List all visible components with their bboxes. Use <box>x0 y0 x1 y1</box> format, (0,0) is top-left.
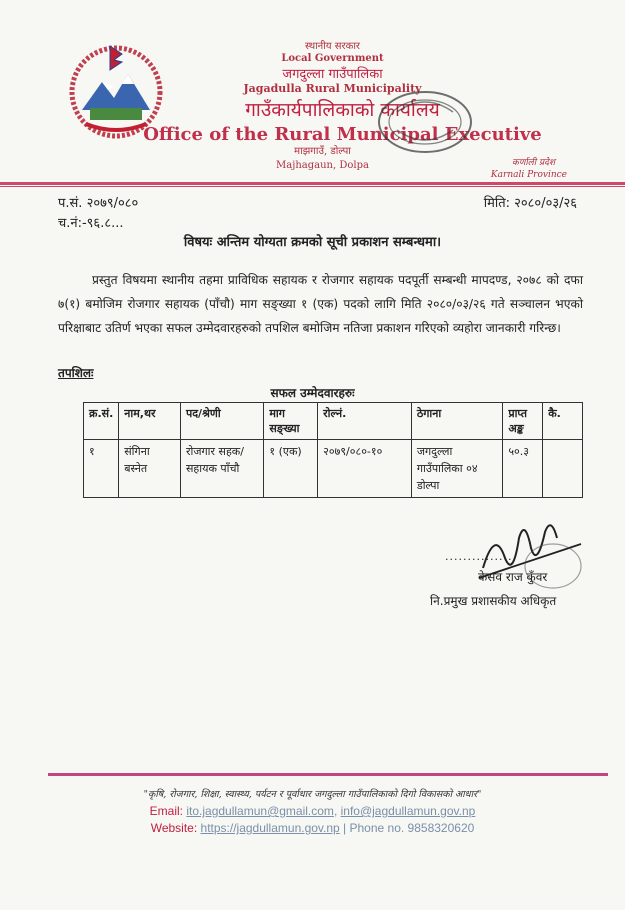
website-link[interactable]: https://jagdullamun.gov.np <box>200 821 340 835</box>
website-label: Website: <box>150 821 198 835</box>
cell-demand: १ (एक) <box>264 440 318 498</box>
header-divider <box>0 182 625 185</box>
office-title-np: गाउँकार्यपालिकाको कार्यालय <box>245 99 440 121</box>
letter-body: प्रस्तुत विषयमा स्थानीय तहमा प्राविधिक सहायक र रोजगार सहायक पदपूर्ती सम्बन्धी मापदण्ड, २०७८ को दफा ७(१) बमोजिम रोजगार सहायक (पाँचौ) माग सङ्ख्या १ (एक) पदको लागि मिति २०८०/०३/२६ गते सञ्चालन भएको परिक्षाबाट उतिर्ण भएका सफल उम्मेदवारहरुको तपशिल बमोजिम नतिजा प्रकाशन गरिएको व्यहोरा जानकारी गरिन्छ। <box>58 273 583 335</box>
col-roll: रोल्नं. <box>318 403 412 440</box>
dispatch-number: च.नं:-९६.८... <box>58 216 124 231</box>
results-table <box>83 402 583 498</box>
col-remarks: कै. <box>543 403 583 440</box>
cell-remarks <box>543 440 583 498</box>
col-address: ठेगाना <box>411 403 502 440</box>
email-label: Email: <box>149 804 183 818</box>
footer-divider <box>48 773 608 776</box>
local-government-en: Local Government <box>281 53 384 64</box>
table-row <box>84 440 583 498</box>
footer-website-line <box>0 821 625 835</box>
cell-marks: ५०.३ <box>503 440 543 498</box>
footer-motto: "कृषि, रोजगार, शिक्षा, स्वास्थ्य, पर्यटन र पूर्वाधार जगदुल्ला गाउँपालिकाको दिगो विकासको आधार" <box>143 789 482 800</box>
letter-date: मिति: २०८०/०३/२६ <box>483 196 577 211</box>
province-en: Karnali Province <box>490 170 567 180</box>
address-en: Majhagaun, Dolpa <box>276 160 369 171</box>
province-np: कर्णाली प्रदेश <box>511 158 555 168</box>
header-divider-thin <box>0 186 625 187</box>
cell-post: रोजगार सहक/ सहायक पाँचौ <box>180 440 263 498</box>
details-label: तपशिलः <box>58 366 94 380</box>
office-title-en: Office of the Rural Municipal Executive <box>143 124 542 145</box>
office-stamp <box>375 82 475 162</box>
footer-email-line <box>0 804 625 818</box>
col-post: पद/श्रेणी <box>180 403 263 440</box>
letter-number: प.सं. २०७९/०८० <box>58 196 139 211</box>
rural-municipality-en: Jagadulla Rural Municipality <box>243 82 422 95</box>
col-name: नाम,थर <box>119 403 181 440</box>
signatory-name: केसव राज कुँवर <box>478 570 548 584</box>
email-link-1[interactable]: ito.jagdullamun@gmail.com <box>186 804 334 818</box>
email-link-2[interactable]: info@jagdullamun.gov.np <box>340 804 476 818</box>
table-title: सफल उम्मेदवारहरुः <box>270 386 355 400</box>
rural-municipality-np: जगदुल्ला गाउँपालिका <box>282 67 383 82</box>
col-serial: क्र.सं. <box>84 403 119 440</box>
email-separator: , <box>333 804 341 818</box>
cell-address: जगदुल्ला गाउँपालिका ०४ डोल्पा <box>411 440 502 498</box>
phone-number: | Phone no. 9858320620 <box>339 821 475 835</box>
letter-subject: विषयः अन्तिम योग्यता क्रमको सूची प्रकाशन सम्बन्धमा। <box>183 235 442 250</box>
signature-line: ............... <box>445 550 513 563</box>
address-np: माझगाउँ, डोल्पा <box>294 146 351 157</box>
table-header-row <box>84 403 583 440</box>
cell-roll: २०७९/०८०-१० <box>318 440 412 498</box>
local-government-np: स्थानीय सरकार <box>305 41 360 52</box>
signatory-title: नि.प्रमुख प्रशासकीय अधिकृत <box>430 594 557 608</box>
cell-serial: १ <box>84 440 119 498</box>
cell-name: संगिना बस्नेत <box>119 440 181 498</box>
col-marks: प्राप्त अङ्क <box>503 403 543 440</box>
col-demand: माग सङ्ख्या <box>264 403 318 440</box>
